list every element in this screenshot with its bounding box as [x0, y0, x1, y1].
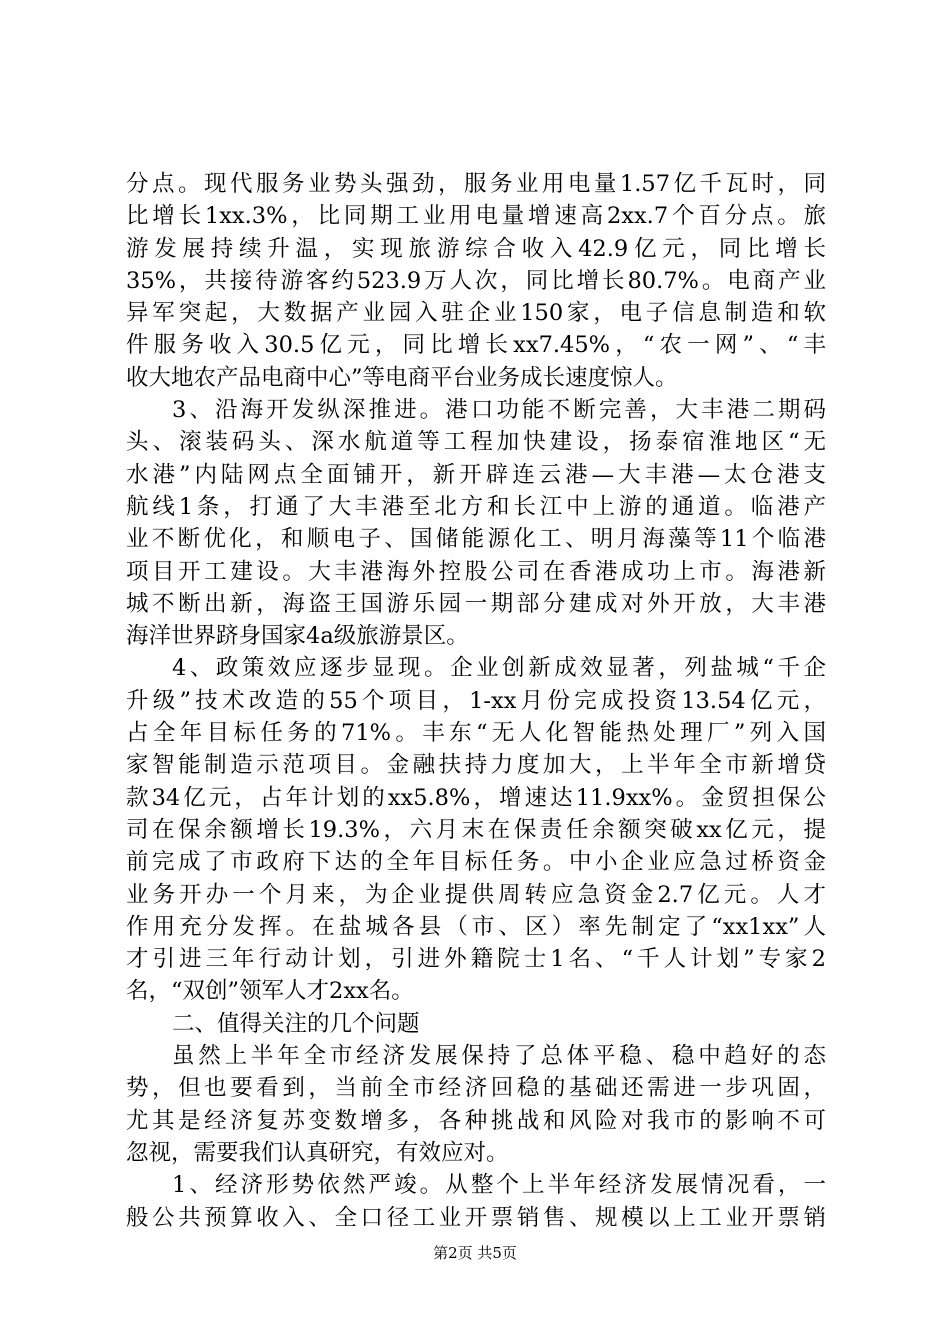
text-line: 家智能制造示范项目。金融扶持力度加大，上半年全市新增贷 — [126, 752, 826, 779]
text-line: 35%，共接待游客约523.9万人次，同比增长80.7%。电商产业 — [126, 267, 826, 294]
text-line: 忽视，需要我们认真研究，有效应对。 — [126, 1139, 509, 1166]
page-footer: 第2页 共5页 — [433, 1244, 517, 1262]
text-line: 异军突起，大数据产业园入驻企业150家，电子信息制造和软 — [126, 300, 826, 327]
text-line: 4、政策效应逐步显现。企业创新成效显著，列盐城“千企 — [172, 655, 826, 682]
text-line: 比增长1xx.3%，比同期工业用电量增速高2xx.7个百分点。旅 — [126, 203, 826, 230]
text-line: 般公共预算收入、全口径工业开票销售、规模以上工业开票销 — [126, 1204, 826, 1231]
text-line: 游发展持续升温，实现旅游综合收入42.9亿元，同比增长 — [126, 235, 826, 262]
text-line: 项目开工建设。大丰港海外控股公司在香港成功上市。海港新 — [126, 558, 826, 585]
text-line: 司在保余额增长19.3%，六月末在保责任余额突破xx亿元，提 — [126, 816, 826, 843]
text-line: 名，“双创”领军人才2xx名。 — [126, 978, 414, 1005]
text-line: 业不断优化，和顺电子、国储能源化工、明月海藻等11个临港 — [126, 526, 826, 553]
text-line: 款34亿元，占年计划的xx5.8%，增速达11.9xx%。金贸担保公 — [126, 784, 826, 811]
text-line: 占全年目标任务的71%。丰东“无人化智能热处理厂”列入国 — [126, 720, 826, 747]
text-line: 头、滚装码头、深水航道等工程加快建设，扬泰宿淮地区“无 — [126, 429, 826, 456]
text-line: 升级”技术改造的55个项目，1-xx月份完成投资13.54亿元， — [126, 687, 826, 714]
text-line: 3、沿海开发纵深推进。港口功能不断完善，大丰港二期码 — [172, 397, 826, 424]
text-line: 水港”内陆网点全面铺开，新开辟连云港—大丰港—太仓港支 — [126, 461, 826, 488]
text-line: 城不断出新，海盗王国游乐园一期部分建成对外开放，大丰港 — [126, 590, 826, 617]
text-line: 尤其是经济复苏变数增多，各种挑战和风险对我市的影响不可 — [126, 1107, 826, 1134]
text-line: 二、值得关注的几个问题 — [172, 1010, 420, 1037]
text-line: 航线1条，打通了大丰港至北方和长江中上游的通道。临港产 — [126, 493, 826, 520]
text-line: 分点。现代服务业势头强劲，服务业用电量1.57亿千瓦时，同 — [126, 171, 826, 197]
text-line: 前完成了市政府下达的全年目标任务。中小企业应急过桥资金 — [126, 849, 826, 876]
text-line: 1、经济形势依然严竣。从整个上半年经济发展情况看，一 — [172, 1172, 826, 1199]
document-body — [126, 168, 826, 1234]
text-line: 才引进三年行动计划，引进外籍院士1名、“千人计划”专家2 — [126, 946, 826, 973]
text-line: 势，但也要看到，当前全市经济回稳的基础还需进一步巩固， — [126, 1075, 826, 1102]
text-line: 作用充分发挥。在盐城各县（市、区）率先制定了“xx1xx”人 — [126, 913, 826, 940]
text-line: 海洋世界跻身国家4a级旅游景区。 — [126, 623, 469, 650]
text-line: 件服务收入30.5亿元，同比增长xx7.45%，“农一网”、“丰 — [126, 332, 826, 359]
text-line: 虽然上半年全市经济发展保持了总体平稳、稳中趋好的态 — [172, 1043, 826, 1070]
text-line: 业务开办一个月来，为企业提供周转应急资金2.7亿元。人才 — [126, 881, 826, 908]
text-line: 收大地农产品电商中心”等电商平台业务成长速度惊人。 — [126, 364, 678, 391]
